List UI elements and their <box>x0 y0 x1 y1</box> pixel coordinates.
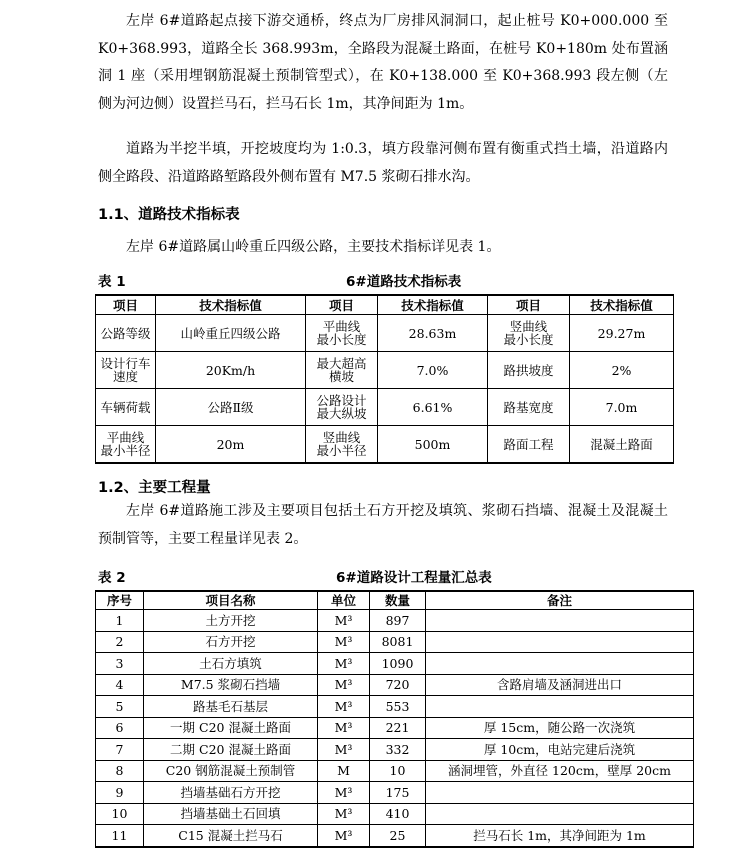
table-cell: 设计行车 速度 <box>96 352 156 389</box>
table2-label: 表 2 <box>98 570 126 586</box>
table-cell: 10 <box>370 760 426 782</box>
table-row <box>96 717 694 739</box>
table-cell: 11 <box>96 825 144 847</box>
table-row <box>96 610 694 632</box>
table-cell <box>426 782 694 804</box>
header-cell: 项目 <box>96 295 156 315</box>
table-cell: 土石方填筑 <box>144 653 318 675</box>
header-cell: 技术指标值 <box>570 295 674 315</box>
table-cell: 混凝土路面 <box>570 426 674 464</box>
table1-intro-paragraph: 左岸 6#道路属山岭重丘四级公路，主要技术指标详见表 1。 <box>126 239 501 255</box>
table-cell: 路面工程 <box>488 426 570 464</box>
header-cell: 单位 <box>318 591 370 610</box>
table-row <box>96 674 694 696</box>
table-cell: 500m <box>378 426 488 464</box>
table-cell: 1090 <box>370 653 426 675</box>
table-cell: 5 <box>96 696 144 718</box>
table-cell: 竖曲线 最小半径 <box>306 426 378 464</box>
table-cell: 公路等级 <box>96 315 156 352</box>
table-row <box>96 825 694 847</box>
intro-paragraph: 左岸 6#道路起点接下游交通桥，终点为厂房排风洞洞口，起止桩号 K0+000.000 至 K0+368.993，道路全长 368.993m，全路段为混凝土路面，在桩号 K0+180m 处布置涵洞 1 座（采用埋钢筋混凝土预制管型式），在 K0+138.000 至 K0+368.993 段左侧（左侧为河边侧）设置拦马石，拦马石长 1m，其净间距为 1m。 <box>98 13 668 112</box>
table-cell: 石方开挖 <box>144 631 318 653</box>
table-cell: C15 混凝土拦马石 <box>144 825 318 847</box>
table-header-row <box>96 591 694 610</box>
table-row <box>96 739 694 761</box>
table-row <box>96 631 694 653</box>
table-cell <box>426 696 694 718</box>
header-cell: 项目 <box>488 295 570 315</box>
table-cell: 厚 15cm，随公路一次浇筑 <box>426 717 694 739</box>
table2-intro-paragraph: 左岸 6#道路施工涉及主要项目包括土石方开挖及填筑、浆砌石挡墙、混凝土及混凝土预制管等，主要工程量详见表 2。 <box>98 503 668 547</box>
table-cell: M³ <box>318 674 370 696</box>
table-cell: 平曲线 最小长度 <box>306 315 378 352</box>
table-cell: 28.63m <box>378 315 488 352</box>
table-cell: 2 <box>96 631 144 653</box>
section-heading-1-1: 1.1、道路技术指标表 <box>98 207 240 223</box>
table-cell <box>426 653 694 675</box>
table-cell: M³ <box>318 653 370 675</box>
design-paragraph: 道路为半挖半填，开挖坡度均为 1:0.3，填方段靠河侧布置有衡重式挡土墙，沿道路内侧全路段、沿道路路堑路段外侧布置有 M7.5 浆砌石排水沟。 <box>98 141 668 185</box>
table-cell: 平曲线 最小半径 <box>96 426 156 464</box>
table-cell: 公路Ⅱ级 <box>156 389 306 426</box>
table-cell: 1 <box>96 610 144 632</box>
table-cell: 221 <box>370 717 426 739</box>
table-cell <box>426 803 694 825</box>
header-cell: 备注 <box>426 591 694 610</box>
table-cell: 4 <box>96 674 144 696</box>
table-row <box>96 782 694 804</box>
table-cell: 山岭重丘四级公路 <box>156 315 306 352</box>
table-cell: 车辆荷载 <box>96 389 156 426</box>
table-cell: M³ <box>318 717 370 739</box>
table-row <box>96 389 674 426</box>
table-cell <box>426 610 694 632</box>
table1-label: 表 1 <box>98 274 126 290</box>
table-cell: 一期 C20 混凝土路面 <box>144 717 318 739</box>
table-cell: 挡墙基础土石回填 <box>144 803 318 825</box>
header-cell: 项目 <box>306 295 378 315</box>
table-row <box>96 315 674 352</box>
header-cell: 技术指标值 <box>378 295 488 315</box>
table-header-row <box>96 295 674 315</box>
table-cell: 7.0m <box>570 389 674 426</box>
header-cell: 项目名称 <box>144 591 318 610</box>
table-cell: 路基宽度 <box>488 389 570 426</box>
table-cell: 最大超高 横坡 <box>306 352 378 389</box>
table-cell: 25 <box>370 825 426 847</box>
table-cell: 路拱坡度 <box>488 352 570 389</box>
table-cell: 挡墙基础石方开挖 <box>144 782 318 804</box>
table-cell: 8081 <box>370 631 426 653</box>
table-row <box>96 760 694 782</box>
table-cell: 厚 10cm，电站完建后浇筑 <box>426 739 694 761</box>
table-cell: 20m <box>156 426 306 464</box>
table-cell: M³ <box>318 782 370 804</box>
table-cell: 10 <box>96 803 144 825</box>
table-cell: M³ <box>318 739 370 761</box>
table-cell: 175 <box>370 782 426 804</box>
table-cell: 332 <box>370 739 426 761</box>
table1-title: 6#道路技术指标表 <box>346 274 462 290</box>
table-cell: 拦马石长 1m，其净间距为 1m <box>426 825 694 847</box>
header-cell: 技术指标值 <box>156 295 306 315</box>
table-cell: 7.0% <box>378 352 488 389</box>
table-cell: M7.5 浆砌石挡墙 <box>144 674 318 696</box>
technical-indicators-table <box>95 294 674 464</box>
table-cell: M³ <box>318 696 370 718</box>
table-cell: 29.27m <box>570 315 674 352</box>
header-cell: 数量 <box>370 591 426 610</box>
table-cell: 8 <box>96 760 144 782</box>
table-cell: M³ <box>318 610 370 632</box>
table-cell: 410 <box>370 803 426 825</box>
table-cell: C20 钢筋混凝土预制管 <box>144 760 318 782</box>
table-cell: M³ <box>318 631 370 653</box>
table-row <box>96 352 674 389</box>
table-cell: 3 <box>96 653 144 675</box>
table-cell: 897 <box>370 610 426 632</box>
table-cell: 含路肩墙及涵洞进出口 <box>426 674 694 696</box>
quantities-summary-table <box>95 590 694 848</box>
table-cell: 竖曲线 最小长度 <box>488 315 570 352</box>
table-cell: 土方开挖 <box>144 610 318 632</box>
table2-title: 6#道路设计工程量汇总表 <box>336 570 492 586</box>
table-cell: 7 <box>96 739 144 761</box>
table-cell: 6.61% <box>378 389 488 426</box>
page-bottom-rule <box>95 847 693 848</box>
table-cell: M³ <box>318 825 370 847</box>
table-cell: 公路设计 最大纵坡 <box>306 389 378 426</box>
table-cell: 2% <box>570 352 674 389</box>
table-cell: 二期 C20 混凝土路面 <box>144 739 318 761</box>
table-cell: 9 <box>96 782 144 804</box>
table-cell: 6 <box>96 717 144 739</box>
table-cell: 路基毛石基层 <box>144 696 318 718</box>
header-cell: 序号 <box>96 591 144 610</box>
table-cell: 20Km/h <box>156 352 306 389</box>
table-cell: 涵洞埋管，外直径 120cm，壁厚 20cm <box>426 760 694 782</box>
table-cell: M <box>318 760 370 782</box>
table-cell: M³ <box>318 803 370 825</box>
table-cell: 553 <box>370 696 426 718</box>
table-cell: 720 <box>370 674 426 696</box>
table-row <box>96 696 694 718</box>
section-heading-1-2: 1.2、主要工程量 <box>98 480 211 496</box>
table-row <box>96 426 674 464</box>
table-row <box>96 803 694 825</box>
table-cell <box>426 631 694 653</box>
table-row <box>96 653 694 675</box>
